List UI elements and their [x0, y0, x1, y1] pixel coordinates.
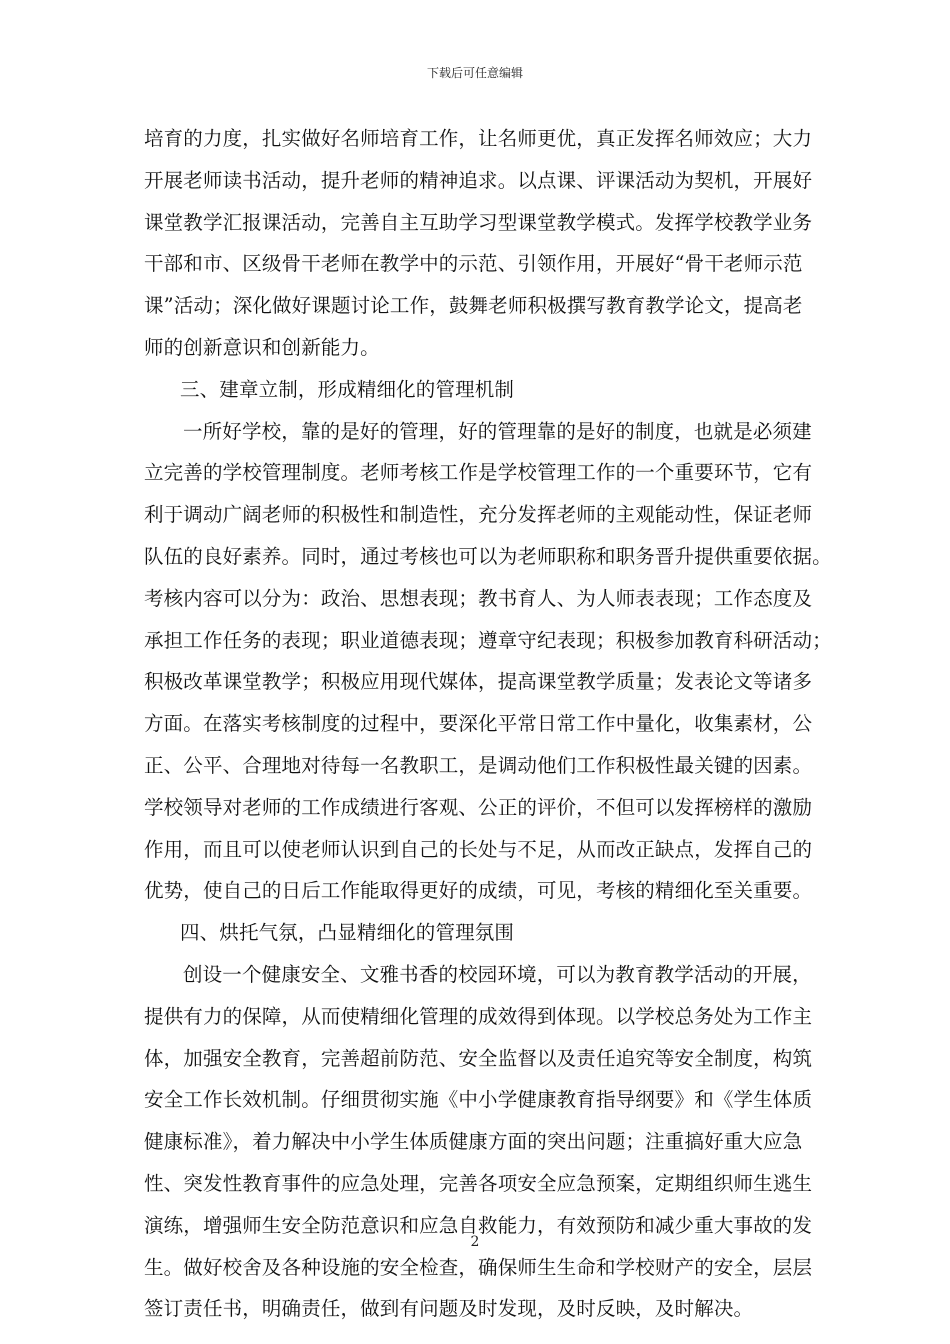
text-line: 生。做好校舍及各种设施的安全检查，确保师生生命和学校财产的安全，层层 — [144, 1255, 813, 1279]
text-line: 课”活动；深化做好课题讨论工作，鼓舞老师积极撰写教育教学论文，提高老 — [144, 294, 803, 318]
section-heading: 三、建章立制，形成精细化的管理机制 — [180, 377, 515, 401]
text-line: 创设一个健康安全、文雅书香的校园环境，可以为教育教学活动的开展， — [183, 962, 812, 986]
text-line: 课堂教学汇报课活动，完善自主互助学习型课堂教学模式。发挥学校教学业务 — [144, 210, 813, 234]
text-line: 提供有力的保障，从而使精细化管理的成效得到体现。以学校总务处为工作主 — [144, 1004, 813, 1028]
text-line: 干部和市、区级骨干老师在教学中的示范、引领作用，开展好“骨干老师示范 — [144, 252, 803, 276]
text-line: 签订责任书，明确责任，做到有问题及时发现，及时反映，及时解决。 — [144, 1297, 754, 1321]
text-line: 体，加强安全教育，完善超前防范、安全监督以及责任追究等安全制度，构筑 — [144, 1046, 813, 1070]
text-line: 考核内容可以分为：政治、思想表现；教书育人、为人师表表现；工作态度及 — [144, 586, 813, 610]
text-line: 承担工作任务的表现；职业道德表现；遵章守纪表现；积极参加教育科研活动； — [144, 628, 832, 652]
text-line: 作用，而且可以使老师认识到自己的长处与不足，从而改正缺点，发挥自己的 — [144, 837, 813, 861]
text-line: 一所好学校，靠的是好的管理，好的管理靠的是好的制度，也就是必须建 — [183, 419, 812, 443]
text-line: 培育的力度，扎实做好名师培育工作，让名师更优，真正发挥名师效应；大力 — [144, 127, 813, 150]
section-heading: 四、烘托气氛，凸显精细化的管理氛围 — [180, 921, 515, 945]
document-body — [144, 118, 832, 1330]
text-line: 队伍的良好素养。同时，通过考核也可以为老师职称和职务晋升提供重要依据。 — [144, 544, 832, 568]
page-header: 下载后可任意编辑 — [426, 66, 523, 80]
page-number: 2 — [470, 1234, 480, 1250]
text-line: 优势，使自己的日后工作能取得更好的成绩，可见，考核的精细化至关重要。 — [144, 879, 813, 903]
text-line: 师的创新意识和创新能力。 — [144, 335, 380, 359]
text-line: 安全工作长效机制。仔细贯彻实施《中小学健康教育指导纲要》和《学生体质 — [144, 1088, 813, 1112]
text-line: 立完善的学校管理制度。老师考核工作是学校管理工作的一个重要环节，它有 — [144, 461, 813, 485]
text-line: 正、公平、合理地对待每一名教职工，是调动他们工作积极性最关键的因素。 — [144, 753, 813, 777]
text-line: 方面。在落实考核制度的过程中，要深化平常日常工作中量化，收集素材，公 — [144, 712, 813, 736]
text-line: 积极改革课堂教学；积极应用现代媒体，提高课堂教学质量；发表论文等诸多 — [144, 670, 813, 694]
text-line: 利于调动广阔老师的积极性和制造性，充分发挥老师的主观能动性，保证老师 — [144, 503, 813, 527]
text-line: 开展老师读书活动，提升老师的精神追求。以点课、评课活动为契机，开展好 — [144, 168, 813, 192]
text-line: 性、突发性教育事件的应急处理，完善各项安全应急预案，定期组织师生逃生 — [144, 1171, 813, 1195]
text-line: 学校领导对老师的工作成绩进行客观、公正的评价，不但可以发挥榜样的激励 — [144, 795, 813, 819]
text-line: 健康标准》，着力解决中小学生体质健康方面的突出问题；注重搞好重大应急 — [144, 1130, 803, 1154]
text-line: 演练，增强师生安全防范意识和应急自救能力，有效预防和减少重大事故的发 — [144, 1213, 813, 1237]
